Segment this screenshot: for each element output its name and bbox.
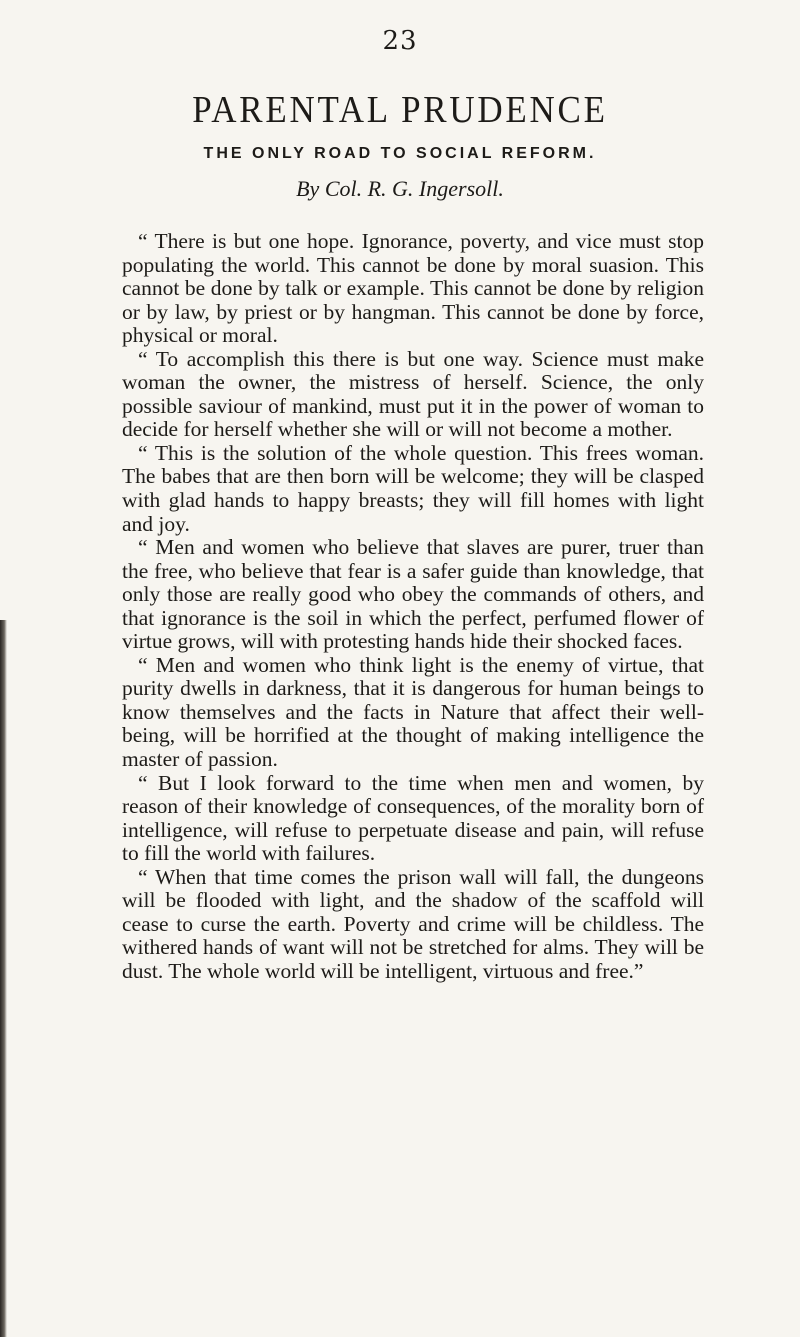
article-title: PARENTAL PRUDENCE <box>192 89 608 131</box>
paragraph: “ To accomplish this there is but one way. Science must make woman the owner, the mistress of herself. Science, the only possible saviour of mankind, must put it in the power of woman to decide for herself whether she will or will not become a mother. <box>122 346 704 442</box>
article-subtitle: THE ONLY ROAD TO SOCIAL REFORM. <box>203 145 597 162</box>
paragraph: “ There is but one hope. Ignorance, poverty, and vice must stop populating the world. This cannot be done by moral suasion. This cannot be done by talk or example. This cannot be done by religion or by law, by priest or by hangman. This cannot be done by force, physical or moral. <box>122 229 704 348</box>
paragraph: “ This is the solution of the whole question. This frees woman. The babes that are then born will be welcome; they will be clasped with glad hands to happy breasts; they will fill homes with light and joy. <box>122 440 704 536</box>
paragraph: “ Men and women who believe that slaves are purer, truer than the free, who believe that fear is a safer guide than knowledge, that only those are really good who obey the commands of others, and that ignorance is the soil in which the perfect, perfumed flower of virtue grows, will with protesting hands hide their shocked faces. <box>122 535 704 654</box>
scan-binding-edge <box>0 620 7 1337</box>
paragraph: “ But I look forward to the time when men and women, by reason of their knowledge of consequences, of the morality born of intelligence, will refuse to perpetuate disease and pain, will refuse to fill the world with failures. <box>122 770 704 866</box>
page-number: 23 <box>382 26 418 56</box>
paragraph: “ Men and women who think light is the enemy of virtue, that purity dwells in darkness, that it is dangerous for human beings to know themselves and the facts in Nature that affect their well-being, will be horrified at the thought of making intelligence the master of passion. <box>122 652 704 772</box>
article-body <box>122 230 704 984</box>
paragraph: “ When that time comes the prison wall will fall, the dungeons will be flooded with light, and the shadow of the scaffold will cease to curse the earth. Poverty and crime will be childless. The withered hands of want will not be stretched for alms. They will be dust. The whole world will be intelligent, virtuous and free.” <box>122 864 704 983</box>
article-byline: By Col. R. G. Ingersoll. <box>296 176 504 201</box>
